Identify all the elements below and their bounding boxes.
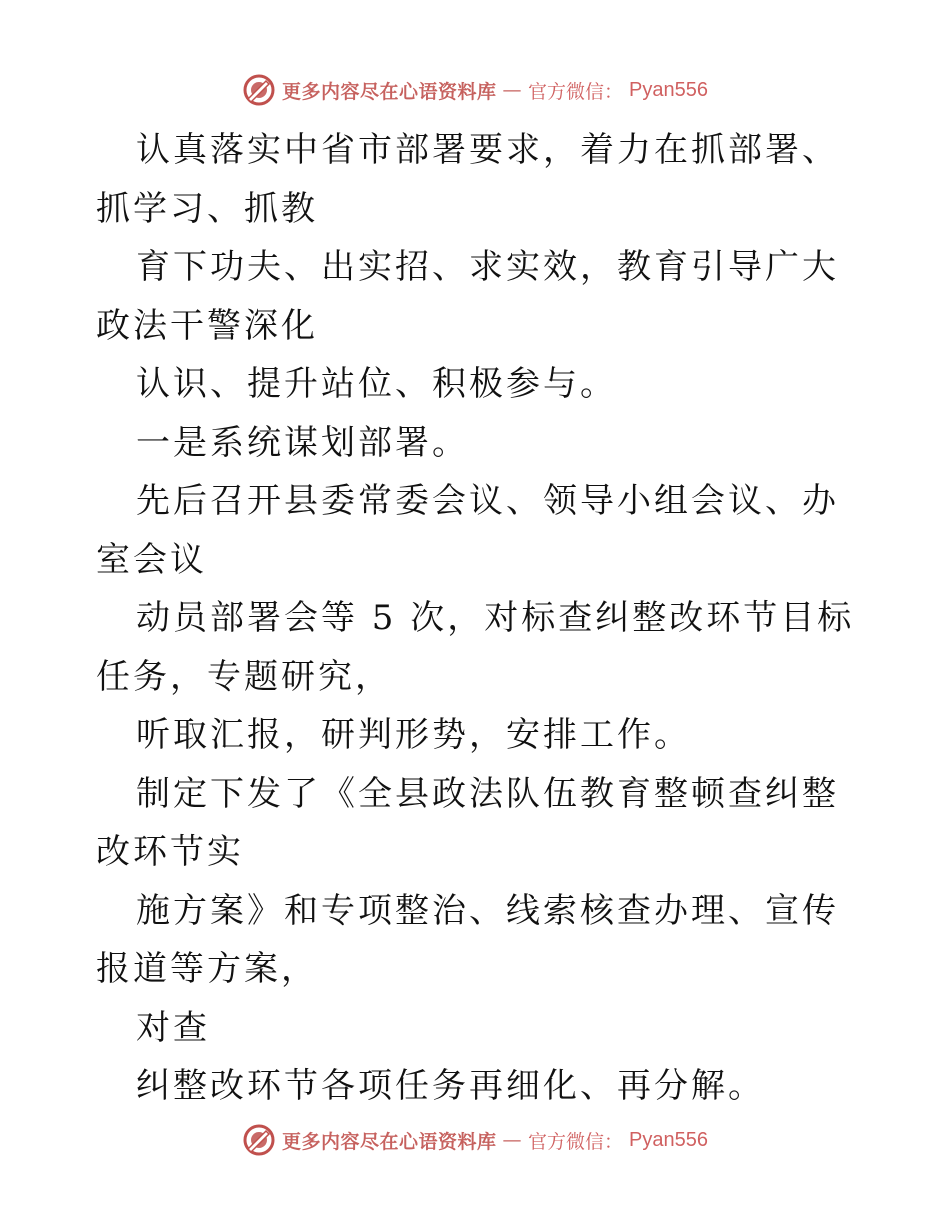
paragraph: 对查 [136,1007,210,1048]
watermark-brand-text: 更多内容尽在心语资料库 [282,80,497,103]
paragraph: 施方案》和专项整治、线索核查办理、宣传报道等方案， [96,890,839,989]
header-watermark [0,70,950,110]
paragraph: 动员部署会等 5 次，对标查纠整改环节目标任务，专题研究， [96,598,855,697]
paragraph: 制定下发了《全县政法队伍教育整顿查纠整改环节实 [96,773,839,872]
paragraph: 认识、提升站位、积极参与。 [136,364,617,404]
paragraph: 育下功夫、出实招、求实效，教育引导广大政法干警深化 [96,247,839,346]
paragraph: 一是系统谋划部署。 [136,422,469,463]
paragraph: 认真落实中省市部署要求，着力在抓部署、抓学习、抓教 [96,130,839,229]
watermark-separator: — [502,79,523,101]
brand-logo-icon [242,73,276,107]
paragraph: 先后召开县委常委会议、领导小组会议、办室会议 [96,481,839,580]
paragraph: 纠整改环节各项任务再细化、再分解。 [136,1066,765,1106]
watermark-wechat-label: 官方微信： [528,80,624,103]
paragraph: 听取汇报，研判形势，安排工作。 [136,715,691,755]
brand-logo-icon [242,1123,276,1157]
watermark-brand-text: 更多内容尽在心语资料库 [282,1130,497,1153]
watermark-separator: — [502,1129,523,1151]
watermark-wechat-id: Pyan556 [629,1128,708,1151]
document-body [96,121,856,1116]
footer-watermark [0,1120,950,1160]
watermark-wechat-label: 官方微信： [528,1130,624,1153]
watermark-wechat-id: Pyan556 [629,78,708,101]
